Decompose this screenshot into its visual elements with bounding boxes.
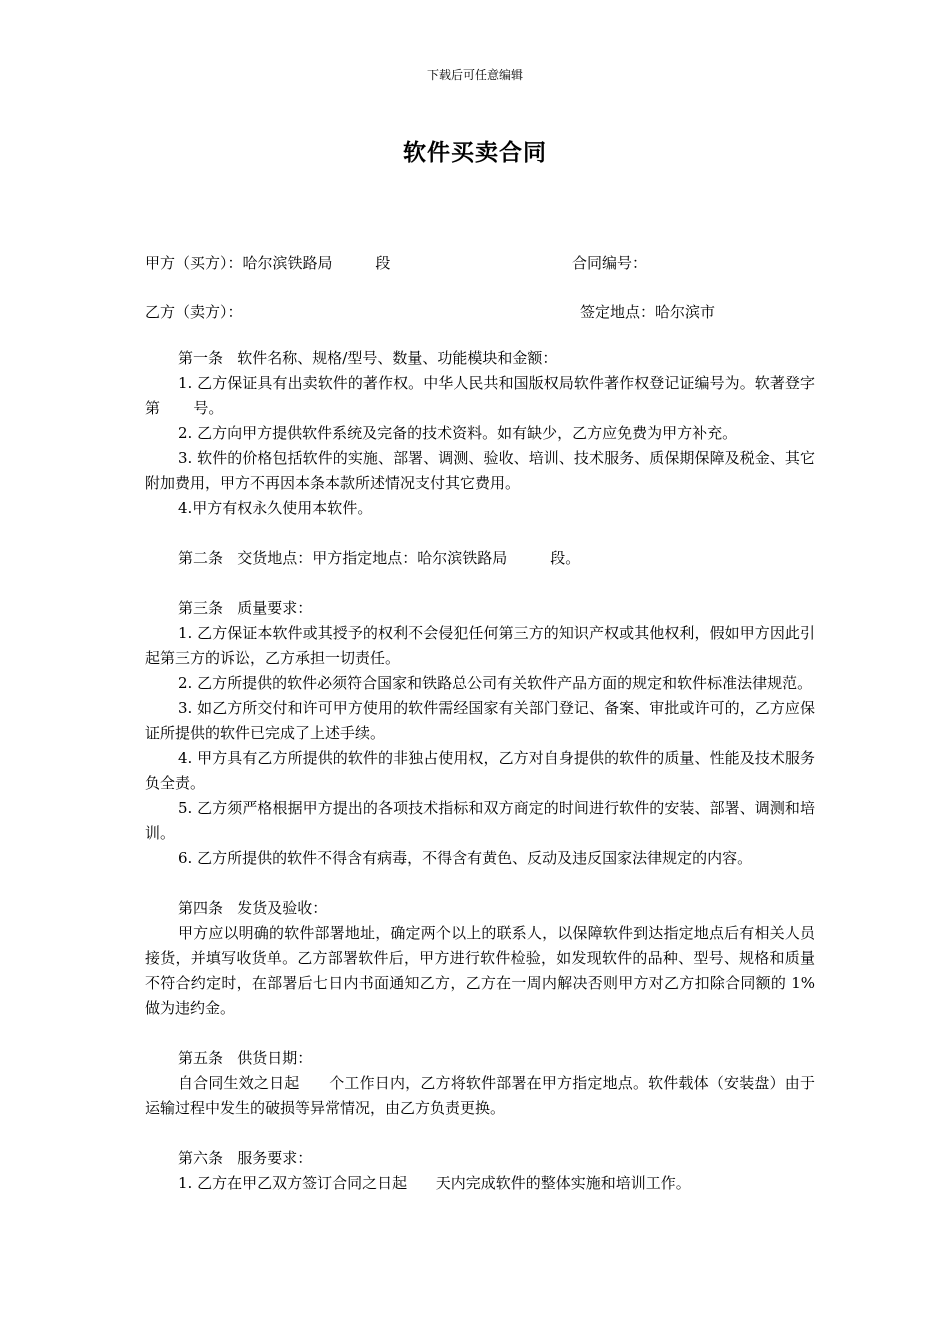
- article-6-item: 1. 乙方在甲乙双方签订合同之日起 天内完成软件的整体实施和培训工作。: [178, 1174, 691, 1192]
- article-2-heading: 第二条 交货地点：甲方指定地点：哈尔滨铁路局 段。: [178, 549, 581, 567]
- spacer: [145, 871, 815, 896]
- article-1-item: 2. 乙方向甲方提供软件系统及完备的技术资料。如有缺少，乙方应免费为甲方补充。: [178, 424, 738, 442]
- article-3-heading: 第三条 质量要求：: [178, 599, 313, 617]
- article-1-item: 4.甲方有权永久使用本软件。: [178, 499, 373, 517]
- header-note: 下载后可任意编辑: [426, 68, 523, 82]
- article-4-text: 甲方应以明确的软件部署地址，确定两个以上的联系人，以保障软件到达指定地点后有相关人员接货，并填写收货单。乙方部署软件后，甲方进行软件检验，如发现软件的品种、型号、规格和质量不符合约定时，在部署后七日内书面通知乙方，乙方在一周内解决否则甲方对乙方扣除合同额的 1%做为违约金。: [145, 924, 815, 1017]
- article-3-item: 1. 乙方保证本软件或其授予的权利不会侵犯任何第三方的知识产权或其他权利，假如甲方因此引起第三方的诉讼，乙方承担一切责任。: [145, 624, 815, 667]
- article-1-heading: 第一条 软件名称、规格/型号、数量、功能模块和金额：: [178, 349, 558, 367]
- article-3-item: 4. 甲方具有乙方所提供的软件的非独占使用权，乙方对自身提供的软件的质量、性能及技术服务负全责。: [145, 749, 815, 792]
- spacer: [145, 571, 815, 596]
- contract-title: 软件买卖合同: [403, 139, 547, 166]
- article-1-item: 1. 乙方保证具有出卖软件的著作权。中华人民共和国版权局软件著作权登记证编号为。软著登字第 号。: [145, 374, 815, 417]
- article-5-heading: 第五条 供货日期：: [178, 1049, 313, 1067]
- article-3-item: 2. 乙方所提供的软件必须符合国家和铁路总公司有关软件产品方面的规定和软件标准法律规范。: [178, 674, 813, 692]
- party-b-line: 乙方（卖方）：: [145, 303, 243, 321]
- contract-number-label: 合同编号：: [572, 254, 648, 272]
- article-6-heading: 第六条 服务要求：: [178, 1149, 313, 1167]
- contract-body: [145, 346, 815, 1196]
- spacer: [145, 521, 815, 546]
- party-a-line: 甲方（买方）：哈尔滨铁路局 段: [145, 254, 391, 272]
- signing-place-label: 签定地点：哈尔滨市: [580, 303, 716, 321]
- article-4-heading: 第四条 发货及验收：: [178, 899, 328, 917]
- spacer: [145, 1021, 815, 1046]
- article-3-item: 5. 乙方须严格根据甲方提出的各项技术指标和双方商定的时间进行软件的安装、部署、调测和培训。: [145, 799, 815, 842]
- article-3-item: 6. 乙方所提供的软件不得含有病毒，不得含有黄色、反动及违反国家法律规定的内容。: [178, 849, 753, 867]
- article-3-item: 3. 如乙方所交付和许可甲方使用的软件需经国家有关部门登记、备案、审批或许可的，乙方应保证所提供的软件已完成了上述手续。: [145, 699, 815, 742]
- article-5-text: 自合同生效之日起 个工作日内，乙方将软件部署在甲方指定地点。软件载体（安装盘）由于运输过程中发生的破损等异常情况，由乙方负责更换。: [145, 1074, 815, 1117]
- article-1-item: 3. 软件的价格包括软件的实施、部署、调测、验收、培训、技术服务、质保期保障及税金、其它附加费用，甲方不再因本条本款所述情况支付其它费用。: [145, 449, 815, 492]
- spacer: [145, 1121, 815, 1146]
